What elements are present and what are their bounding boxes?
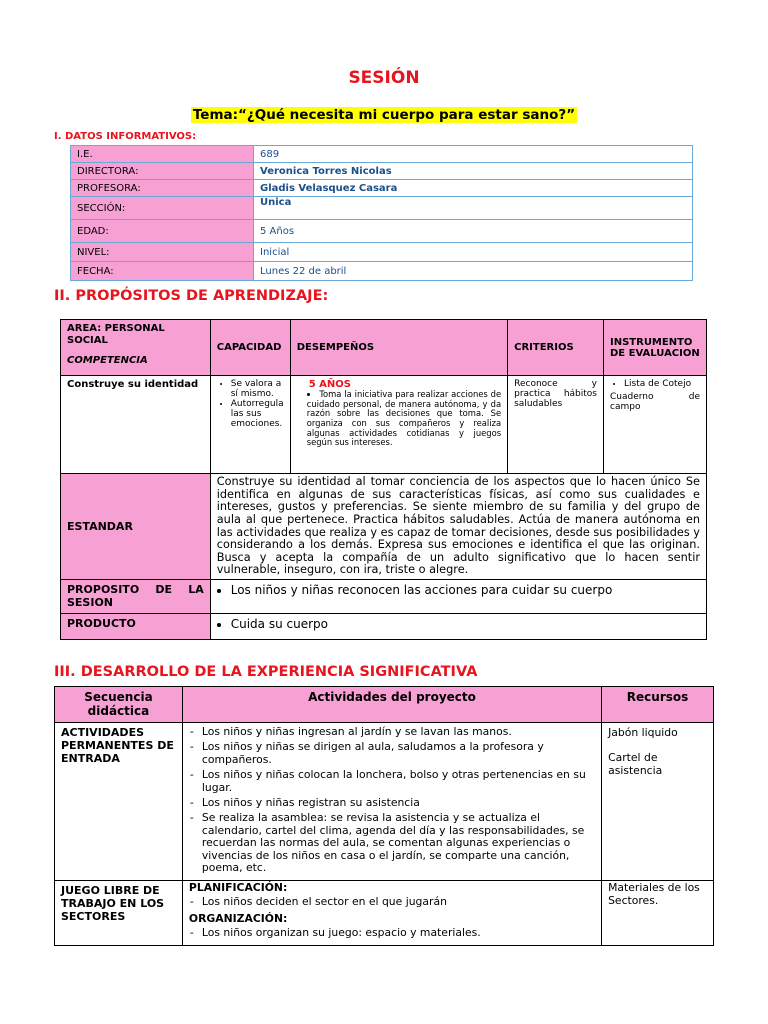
instrumento-header: INSTRUMENTO DE EVALUACION xyxy=(604,320,707,376)
datos-row xyxy=(71,163,693,180)
recurso-item: Materiales de los Sectores. xyxy=(608,881,700,908)
datos-label: FECHA: xyxy=(71,262,254,281)
list-item: • Autorregula las sus emociones. xyxy=(231,399,284,429)
competencia-label: COMPETENCIA xyxy=(67,355,148,366)
desarrollo-header-row xyxy=(55,687,714,723)
desempeno-age: 5 AÑOS xyxy=(308,379,351,390)
desarrollo-table xyxy=(54,686,714,946)
propositos-header-row xyxy=(61,320,707,376)
subheading: ORGANIZACIÓN: xyxy=(188,911,288,925)
datos-row xyxy=(71,180,693,197)
instrumento-list xyxy=(610,379,700,389)
table-row xyxy=(55,881,714,946)
area-label: AREA: PERSONAL SOCIAL xyxy=(67,323,165,346)
datos-value: 689 xyxy=(254,146,693,163)
propositos-table xyxy=(60,319,707,640)
producto-list xyxy=(217,617,700,631)
list-item: - Los niños y niñas ingresan al jardín y se lavan las manos. xyxy=(202,726,595,738)
estandar-text: Construye su identidad al tomar conciencia de los aspectos que lo hacen único Se identifica en algunas de sus características físicas, así como sus cualidades e intereses, gustos y preferencias. Se siente miembro de su familia y del grupo de aula al que pertenece. Practica hábitos saludables. Actúa de manera autónoma en las actividades que realiza y es capaz de tomar decisiones, desde sus posibilidades y considerando a los demás. Expresa sus emociones e identifica el que las originan. Busca y acepta la compañía de un adulto significativo que lo hacen sentir vulnerable, inseguro, con ira, triste o alegre. xyxy=(210,474,706,580)
row-label: ACTIVIDADES PERMANENTES DE ENTRADA xyxy=(55,723,183,881)
producto-row xyxy=(61,614,707,640)
section-heading-propositos: II. PROPÓSITOS DE APRENDIZAJE: xyxy=(54,288,329,304)
desempenos-cell xyxy=(290,376,507,474)
desempenos-header: DESEMPEÑOS xyxy=(290,320,507,376)
secuencia-header: Secuencia didáctica xyxy=(55,687,183,723)
estandar-label: ESTANDAR xyxy=(61,474,211,580)
list-item: • Se valora a sí mismo. xyxy=(231,379,284,399)
proposito-list xyxy=(217,583,700,597)
list-item: - Los niños y niñas se dirigen al aula, saludamos a la profesora y compañeros. xyxy=(202,741,595,766)
datos-label: EDAD: xyxy=(71,220,254,243)
row-label: JUEGO LIBRE DE TRABAJO EN LOS SECTORES xyxy=(55,881,183,946)
criterios-cell: Reconoce y practica hábitos saludables xyxy=(508,376,604,474)
list-item: - Los niños organizan su juego: espacio y materiales. xyxy=(202,927,595,939)
desempenos-list xyxy=(297,390,501,448)
datos-label: I.E. xyxy=(71,146,254,163)
section-heading-datos: I. DATOS INFORMATIVOS: xyxy=(54,131,197,142)
datos-label: DIRECTORA: xyxy=(71,163,254,180)
producto-cell xyxy=(210,614,706,640)
datos-value: 5 Años xyxy=(254,220,693,243)
propositos-content-row xyxy=(61,376,707,474)
criterios-header: CRITERIOS xyxy=(508,320,604,376)
recurso-item: Jabón liquido xyxy=(608,726,678,739)
capacidades-cell xyxy=(210,376,290,474)
estandar-row xyxy=(61,474,707,580)
list-item: - Se realiza la asamblea: se revisa la asistencia y se actualiza el calendario, cartel del clima, agenda del día y las responsabilidades, se recuerdan las normas del aula, se comentan algunas experiencias o vivencias de los niños en casa o el jardín, se comparte una canción, poema, etc. xyxy=(202,812,595,874)
datos-value: Veronica Torres Nicolas xyxy=(254,163,693,180)
datos-value: Gladis Velasquez Casara xyxy=(254,180,693,197)
actividades-list xyxy=(189,726,595,874)
datos-value: Inicial xyxy=(254,243,693,262)
actividades-cell xyxy=(182,723,601,881)
capacidad-header: CAPACIDAD xyxy=(210,320,290,376)
actividades-list xyxy=(189,927,595,939)
table-row xyxy=(55,723,714,881)
datos-row xyxy=(71,146,693,163)
producto-label: PRODUCTO xyxy=(61,614,211,640)
list-item: • Lista de Cotejo xyxy=(624,379,700,389)
datos-row xyxy=(71,197,693,220)
proposito-row xyxy=(61,580,707,614)
datos-row xyxy=(71,243,693,262)
recursos-cell xyxy=(602,723,714,881)
list-item: • Cuida su cuerpo xyxy=(231,617,700,631)
proposito-label: PROPOSITO DE LA SESION xyxy=(61,580,211,614)
page-title: SESIÓN xyxy=(348,68,420,88)
datos-row xyxy=(71,262,693,281)
recursos-header: Recursos xyxy=(602,687,714,723)
instrumento-extra: Cuaderno de campo xyxy=(610,392,700,412)
competencia-cell: Construye su identidad xyxy=(61,376,211,474)
recurso-item: Cartel de asistencia xyxy=(608,751,663,777)
capacidades-list xyxy=(217,379,284,429)
datos-value: Unica xyxy=(254,197,693,220)
list-item: • Toma la iniciativa para realizar acciones de cuidado personal, de manera autónoma, y da razón sobre las decisiones que toma. Se organiza con sus compañeros y realiza algunas actividades cotidianas y juegos según sus intereses. xyxy=(307,390,501,448)
tema-wrapper xyxy=(0,104,768,123)
proposito-cell xyxy=(210,580,706,614)
actividades-cell xyxy=(182,881,601,946)
datos-label: NIVEL: xyxy=(71,243,254,262)
actividades-header: Actividades del proyecto xyxy=(182,687,601,723)
datos-table xyxy=(70,145,693,281)
instrumento-cell xyxy=(604,376,707,474)
datos-row xyxy=(71,220,693,243)
recursos-cell xyxy=(602,881,714,946)
tema-highlight: Tema:“¿Qué necesita mi cuerpo para estar sano?” xyxy=(192,107,576,123)
datos-value: Lunes 22 de abril xyxy=(254,262,693,281)
datos-label: SECCIÓN: xyxy=(71,197,254,220)
section-heading-desarrollo: III. DESARROLLO DE LA EXPERIENCIA SIGNIFICATIVA xyxy=(54,664,478,680)
list-item: - Los niños y niñas registran su asistencia xyxy=(202,797,595,809)
datos-label: PROFESORA: xyxy=(71,180,254,197)
actividades-list xyxy=(189,896,595,908)
list-item: - Los niños deciden el sector en el que jugarán xyxy=(202,896,595,908)
list-item: - Los niños y niñas colocan la lonchera, bolso y otras pertenencias en su lugar. xyxy=(202,769,595,794)
subheading: PLANIFICACIÓN: xyxy=(188,881,288,895)
list-item: • Los niños y niñas reconocen las acciones para cuidar su cuerpo xyxy=(231,583,700,597)
area-header xyxy=(61,320,211,376)
